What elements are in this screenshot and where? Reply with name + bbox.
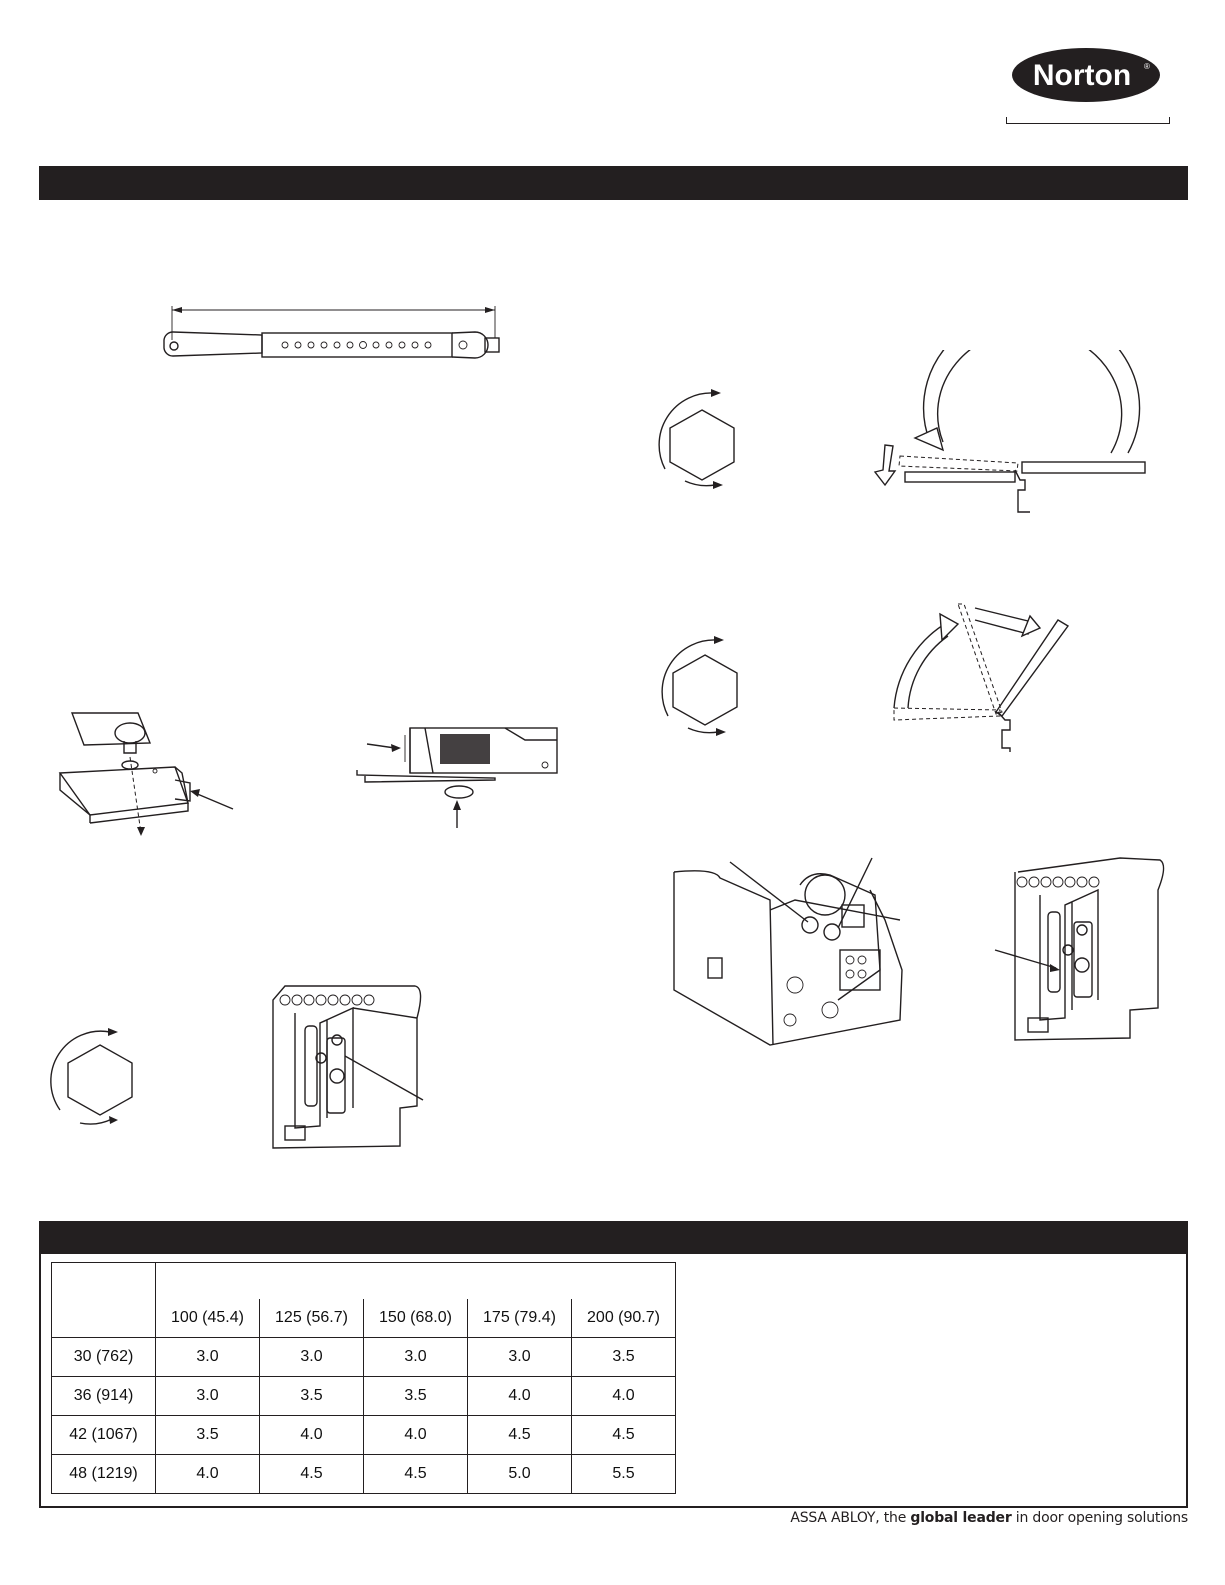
table-cell: 4.0 xyxy=(364,1416,468,1455)
logo-text: Norton xyxy=(1032,59,1132,92)
door-swing-opening-diagram xyxy=(890,600,1090,765)
table-cell: 4.5 xyxy=(364,1455,468,1494)
table-cell: 3.0 xyxy=(468,1338,572,1377)
table-header-cell: 150 (68.0) xyxy=(364,1299,468,1338)
table-cell: 3.5 xyxy=(572,1338,676,1377)
table-cell: 5.0 xyxy=(468,1455,572,1494)
table-cell: 4.0 xyxy=(468,1377,572,1416)
table-cell: 4.5 xyxy=(572,1416,676,1455)
svg-text:®: ® xyxy=(1144,62,1150,71)
hex-adjust-icon-2 xyxy=(645,385,755,495)
table-cell: 4.0 xyxy=(572,1377,676,1416)
pivot-clip-illustration xyxy=(50,705,250,845)
table-cell: 3.0 xyxy=(364,1338,468,1377)
table-row xyxy=(52,1416,676,1455)
table-cell: 3.5 xyxy=(260,1377,364,1416)
table-cell: 3.0 xyxy=(156,1377,260,1416)
table-cell: 5.5 xyxy=(572,1455,676,1494)
table-cell: 4.0 xyxy=(156,1455,260,1494)
table-header-band xyxy=(39,1221,1188,1254)
table-header-cell: 175 (79.4) xyxy=(468,1299,572,1338)
door-swing-closing-diagram xyxy=(855,350,1155,520)
table-cell: 4.0 xyxy=(260,1416,364,1455)
table-corner-cell xyxy=(52,1263,156,1338)
table-cell: 4.5 xyxy=(260,1455,364,1494)
table-cell: 4.5 xyxy=(468,1416,572,1455)
table-header-cell: 200 (90.7) xyxy=(572,1299,676,1338)
row-width-cell: 48 (1219) xyxy=(52,1455,156,1494)
table-header-cell: 125 (56.7) xyxy=(260,1299,364,1338)
table-row xyxy=(52,1338,676,1377)
table-cell: 3.0 xyxy=(260,1338,364,1377)
footer-tagline: ASSA ABLOY, the global leader in door opening solutions xyxy=(790,1510,1188,1526)
table-cell: 3.5 xyxy=(364,1377,468,1416)
closer-body-right xyxy=(990,850,1175,1045)
row-width-cell: 42 (1067) xyxy=(52,1416,156,1455)
table-row xyxy=(52,1455,676,1494)
cross-section-illustration xyxy=(355,720,565,835)
closer-body-detail xyxy=(265,978,445,1163)
logo-underline xyxy=(1006,117,1170,124)
norton-logo xyxy=(1011,47,1161,108)
table-header-cell: 100 (45.4) xyxy=(156,1299,260,1338)
row-width-cell: 30 (762) xyxy=(52,1338,156,1377)
table-group-header xyxy=(156,1263,676,1300)
section-header-band xyxy=(39,166,1188,200)
spring-size-table xyxy=(51,1262,676,1494)
hex-adjust-icon-3 xyxy=(648,632,758,742)
row-width-cell: 36 (914) xyxy=(52,1377,156,1416)
table-cell: 3.0 xyxy=(156,1338,260,1377)
arm-illustration xyxy=(150,300,540,370)
table-row xyxy=(52,1377,676,1416)
hex-adjust-icon xyxy=(40,1025,150,1135)
closer-housing-illustration xyxy=(670,850,920,1050)
table-cell: 3.5 xyxy=(156,1416,260,1455)
